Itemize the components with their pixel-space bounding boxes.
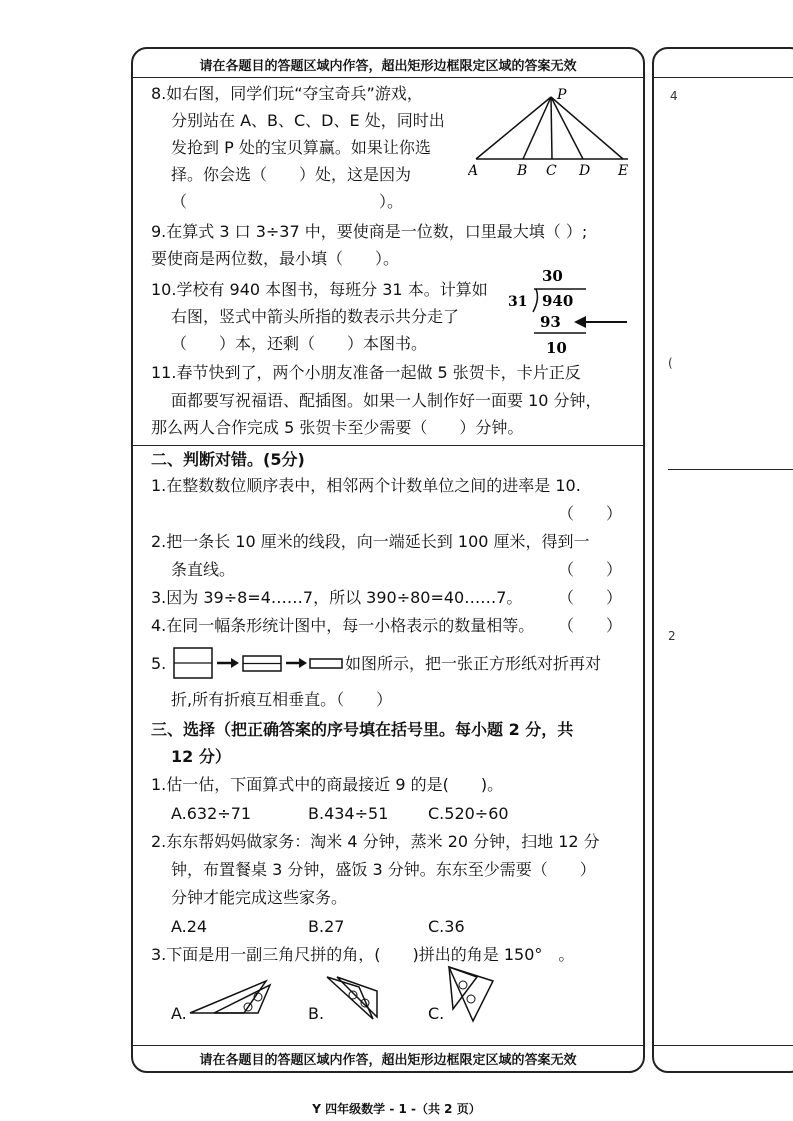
notice-bottom: 请在各题目的答题区域内作答，超出矩形边框限定区域的答案无效 bbox=[199, 1053, 577, 1068]
q10-line: （ ）本，还剩（ ）本图书。 bbox=[171, 334, 428, 353]
fold-figure bbox=[173, 647, 343, 679]
option-c[interactable]: C.36 bbox=[428, 917, 465, 936]
point-label-c: C bbox=[546, 163, 557, 179]
q10-line: 10.学校有 940 本图书，每班分 31 本。计算如 bbox=[151, 280, 488, 299]
div-quotient: 30 bbox=[542, 267, 563, 285]
next-page-mark: 4 bbox=[670, 89, 678, 103]
triangle-figure-a bbox=[188, 977, 273, 1017]
triangle-figure-b bbox=[323, 971, 383, 1023]
div-dividend: 940 bbox=[542, 292, 574, 310]
notice-top: 请在各题目的答题区域内作答，超出矩形边框限定区域的答案无效 bbox=[199, 59, 577, 74]
judge-item: 3.因为 39÷8=4……7，所以 390÷80=40……7。 bbox=[151, 588, 523, 607]
q8-line: （ ）。 bbox=[171, 192, 404, 211]
option-b[interactable]: B.434÷51 bbox=[308, 804, 389, 823]
divider bbox=[133, 77, 643, 78]
judge-item: 5. bbox=[151, 654, 167, 673]
choice-q3-stem: 3.下面是用一副三角尺拼的角，( )拼出的角是 150° 。 bbox=[151, 945, 575, 964]
point-label-d: D bbox=[579, 163, 591, 179]
q8-line: 发抢到 P 处的宝贝算赢。如果让你选 bbox=[171, 138, 431, 157]
judge-item: 2.把一条长 10 厘米的线段，向一端延长到 100 厘米，得到一 bbox=[151, 532, 590, 551]
option-a[interactable]: A. bbox=[171, 1004, 187, 1023]
next-page-mark: 2 bbox=[668, 629, 676, 643]
answer-frame bbox=[131, 47, 645, 1073]
judge-item: 条直线。 bbox=[171, 560, 236, 579]
option-c[interactable]: C. bbox=[428, 1004, 445, 1023]
judge-item: 折,所有折痕互相垂直。（ ） bbox=[171, 690, 393, 709]
div-divisor: 31 bbox=[508, 294, 528, 310]
choice-q2-line: 钟，布置餐桌 3 分钟，盛饭 3 分钟。东东至少需要（ ） bbox=[171, 860, 596, 879]
judge-answer[interactable]: （ ） bbox=[558, 504, 623, 523]
q11-line: 面都要写祝福语、配插图。如果一人制作好一面要 10 分钟， bbox=[171, 391, 602, 410]
div-product: 93 bbox=[540, 313, 561, 331]
judge-item: 如图所示，把一张正方形纸对折再对 bbox=[345, 654, 602, 673]
section-divider bbox=[133, 445, 643, 446]
divider bbox=[668, 469, 793, 470]
choice-q1-stem: 1.估一估，下面算式中的商最接近 9 的是( )。 bbox=[151, 775, 504, 794]
judge-answer[interactable]: （ ） bbox=[558, 616, 623, 635]
section3-title: 12 分） bbox=[171, 747, 231, 766]
divider bbox=[133, 1045, 643, 1046]
judge-item: 1.在整数数位顺序表中，相邻两个计数单位之间的进率是 10. bbox=[151, 476, 581, 495]
option-b[interactable]: B.27 bbox=[308, 917, 345, 936]
triangle-figure-c bbox=[443, 963, 498, 1023]
div-remainder: 10 bbox=[546, 339, 567, 357]
divider bbox=[654, 77, 793, 78]
q8-line: 8.如右图，同学们玩“夺宝奇兵”游戏， bbox=[151, 84, 423, 103]
q9-line: 要使商是两位数，最小填（ ）。 bbox=[151, 249, 400, 268]
choice-q2-line: 2.东东帮妈妈做家务：淘米 4 分钟，蒸米 20 分钟，扫地 12 分 bbox=[151, 832, 600, 851]
point-label-a: A bbox=[468, 163, 479, 179]
option-b[interactable]: B. bbox=[308, 1004, 325, 1023]
q10-line: 右图，竖式中箭头所指的数表示共分走了 bbox=[171, 307, 460, 326]
page-footer: Y 四年级数学 - 1 -（共 2 页） bbox=[312, 1102, 481, 1116]
point-label-e: E bbox=[618, 163, 629, 179]
section2-title: 二、判断对错。(5分) bbox=[151, 450, 305, 469]
divider bbox=[654, 1045, 793, 1046]
long-division bbox=[506, 261, 631, 363]
q8-figure bbox=[468, 87, 638, 179]
q11-line: 11.春节快到了，两个小朋友准备一起做 5 张贺卡，卡片正反 bbox=[151, 363, 581, 382]
q11-line: 那么两人合作完成 5 张贺卡至少需要（ ）分钟。 bbox=[151, 418, 524, 437]
q9-line: 9.在算式 3 口 3÷37 中，要使商是一位数，口里最大填（ ）; bbox=[151, 222, 588, 241]
point-label-p: P bbox=[557, 87, 567, 103]
option-a[interactable]: A.24 bbox=[171, 917, 208, 936]
next-page-frame bbox=[652, 47, 793, 1073]
option-a[interactable]: A.632÷71 bbox=[171, 804, 252, 823]
judge-item: 4.在同一幅条形统计图中，每一小格表示的数量相等。 bbox=[151, 616, 535, 635]
q8-line: 择。你会选（ ）处，这是因为 bbox=[171, 165, 412, 184]
q8-line: 分别站在 A、B、C、D、E 处，同时出 bbox=[171, 111, 445, 130]
option-c[interactable]: C.520÷60 bbox=[428, 804, 509, 823]
choice-q2-line: 分钟才能完成这些家务。 bbox=[171, 888, 348, 907]
next-page-mark: ( bbox=[668, 356, 673, 370]
point-label-b: B bbox=[517, 163, 528, 179]
judge-answer[interactable]: （ ） bbox=[558, 560, 623, 579]
section3-title: 三、选择（把正确答案的序号填在括号里。每小题 2 分，共 bbox=[151, 720, 574, 739]
judge-answer[interactable]: （ ） bbox=[558, 588, 623, 607]
